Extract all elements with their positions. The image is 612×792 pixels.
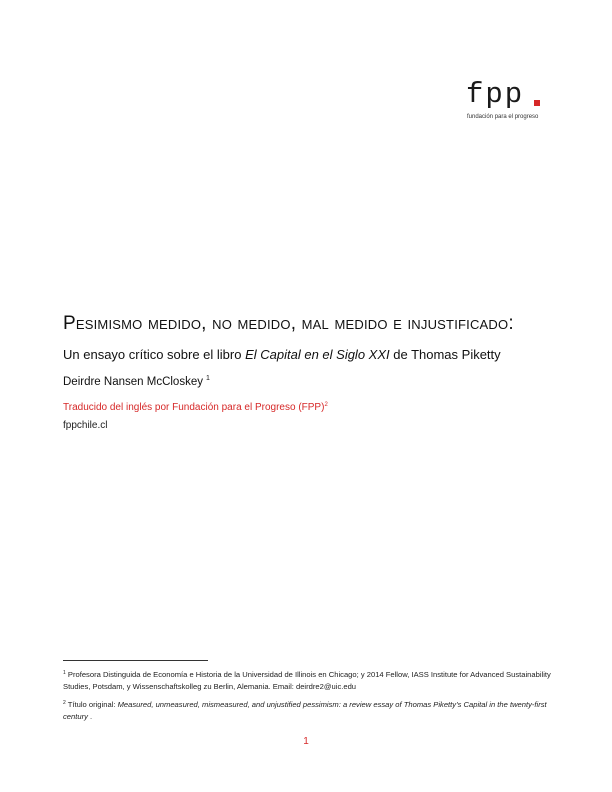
translation-note [63, 398, 328, 415]
footnote-2-label: Título original: [67, 700, 118, 709]
footnote-2-mark: 2 [63, 700, 66, 706]
subtitle-text-start: Un ensayo crítico sobre el libro [63, 347, 246, 362]
author-name: Deirdre Nansen McCloskey [63, 376, 203, 388]
footnote-1-mark: 1 [63, 670, 66, 676]
book-title: El Capital en el Siglo XXI [245, 347, 390, 362]
logo-tagline: fundación para el progreso [467, 114, 539, 120]
footnote-2 [63, 698, 551, 722]
footnote-2-end: . [87, 711, 93, 721]
translation-footnote-mark[interactable]: 2 [324, 402, 328, 408]
fpp-logo [466, 80, 556, 126]
footnote-2-original-title: Measured, unmeasured, mismeasured, and unjustified pessimism: a review essay of Thomas Piketty’s Capital in the twenty-first century [63, 700, 547, 721]
logo-wordmark: fpp [466, 78, 525, 111]
subtitle-text-end: de Thomas Piketty [389, 347, 501, 362]
translation-note-text: Traducido del inglés por Fundación para el Progreso (FPP) [63, 402, 325, 413]
logo-red-dot [534, 100, 540, 106]
author-footnote-mark[interactable]: 1 [205, 375, 210, 382]
page-number: 1 [303, 736, 309, 747]
author-line [63, 371, 210, 390]
website-link[interactable]: fppchile.cl [63, 420, 108, 431]
footnote-1 [63, 668, 551, 692]
document-subtitle [63, 346, 553, 363]
document-title: Pesimismo medido, no medido, mal medido e injustificado: [63, 313, 514, 334]
footnote-1-text: Profesora Distinguida de Economía e Historia de la Universidad de Illinois en Chicago; y 2014 Fellow, IASS Institute for Advanced Sustainability Studies, Potsdam, y Wissenschaftskolleg zu Berlin, Alemania. Email: deirdre2@uic.edu [63, 670, 551, 691]
footnote-divider [63, 660, 208, 661]
